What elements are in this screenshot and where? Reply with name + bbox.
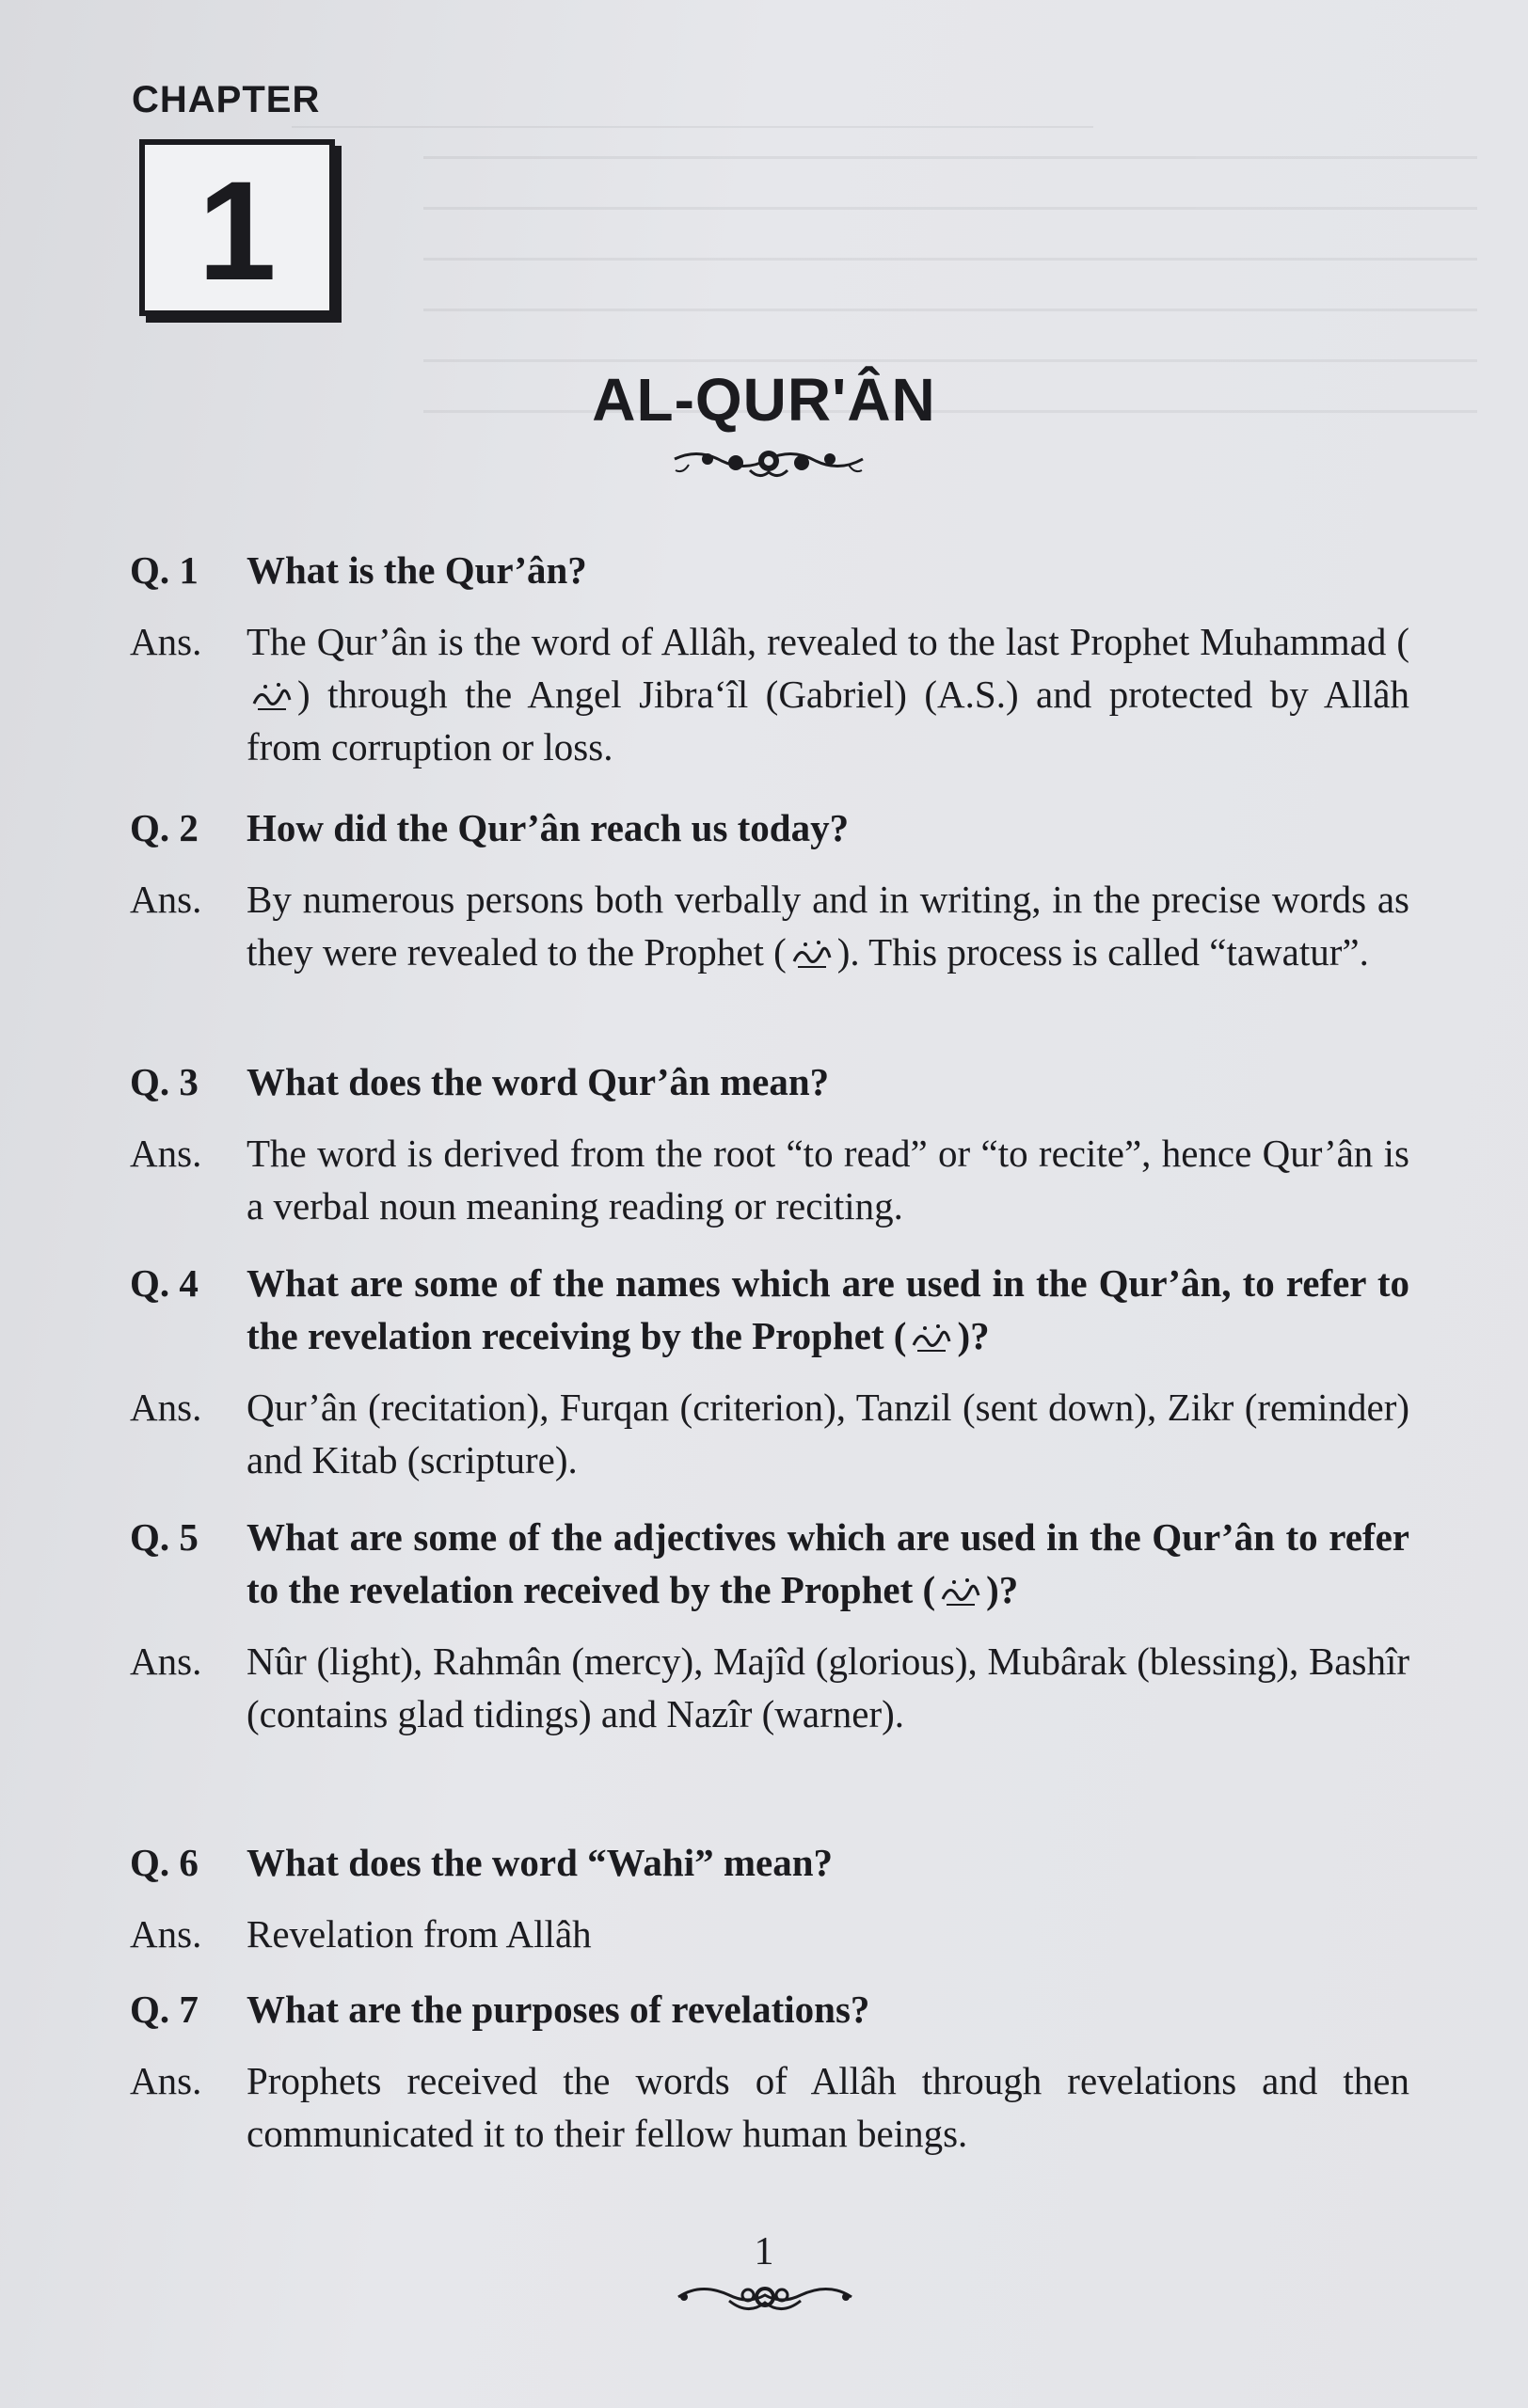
chapter-number-box xyxy=(139,139,335,316)
question-label: Q. 2 xyxy=(130,806,199,849)
answer xyxy=(130,1127,1409,1232)
answer-text: By numerous persons both verbally and in writing, in the precise words as they were revealed to the Prophet ( ). This process is called “tawatur”. xyxy=(247,878,1409,974)
question xyxy=(130,544,1409,596)
question-label: Q. 6 xyxy=(130,1841,199,1884)
question xyxy=(130,1055,1409,1108)
question-label: Q. 4 xyxy=(130,1261,199,1305)
page-number: 1 xyxy=(754,2230,774,2273)
qa-item-6 xyxy=(130,1836,1409,1960)
qa-item-1 xyxy=(130,544,1409,773)
question-text: What are some of the names which are used in the Qur’ân, to refer to the revelation receiving by the Prophet ( )? xyxy=(247,1261,1409,1357)
answer-label: Ans. xyxy=(130,1132,202,1175)
answer xyxy=(130,1635,1409,1740)
answer xyxy=(130,873,1409,978)
question xyxy=(130,1836,1409,1889)
salawat-calligraphy-icon xyxy=(937,1575,984,1608)
answer-label: Ans. xyxy=(130,1640,202,1683)
floral-ornament-icon xyxy=(670,438,867,485)
answer-text: The Qur’ân is the word of Allâh, revealed to the last Prophet Muhammad () through the Angel Jibra‘îl (Gabriel) (A.S.) and protected by Allâh from corruption or loss. xyxy=(247,620,1409,768)
question-text: What are some of the adjectives which are used in the Qur’ân to refer to the revelation received by the Prophet ( )? xyxy=(247,1515,1409,1611)
question-text: What are the purposes of revelations? xyxy=(247,1988,870,2031)
chapter-label: CHAPTER xyxy=(132,79,321,120)
question xyxy=(130,1511,1409,1616)
question-label: Q. 3 xyxy=(130,1060,199,1103)
question-text: What is the Qur’ân? xyxy=(247,548,587,592)
question xyxy=(130,1983,1409,2036)
question xyxy=(130,1257,1409,1362)
qa-item-5 xyxy=(130,1511,1409,1740)
salawat-calligraphy-icon xyxy=(248,679,295,713)
question-text: What does the word Qur’ân mean? xyxy=(247,1060,830,1103)
answer-text: The word is derived from the root “to read” or “to recite”, hence Qur’ân is a verbal noun meaning reading or reciting. xyxy=(247,1132,1409,1228)
question-text: What does the word “Wahi” mean? xyxy=(247,1841,834,1884)
qa-item-3 xyxy=(130,1055,1409,1232)
question-label: Q. 7 xyxy=(130,1988,199,2031)
question xyxy=(130,801,1409,854)
answer-text: Nûr (light), Rahmân (mercy), Majîd (glorious), Mubârak (blessing), Bashîr (contains glad tidings) and Nazîr (warner). xyxy=(247,1640,1409,1735)
chapter-number: 1 xyxy=(198,151,277,309)
answer-text: Qur’ân (recitation), Furqan (criterion), Tanzil (sent down), Zikr (reminder) and Kitab (scripture). xyxy=(247,1386,1409,1481)
qa-item-7 xyxy=(130,1983,1409,2160)
answer xyxy=(130,1381,1409,1486)
question-label: Q. 5 xyxy=(130,1515,199,1559)
answer-label: Ans. xyxy=(130,878,202,921)
answer xyxy=(130,1908,1409,1960)
answer-label: Ans. xyxy=(130,1386,202,1429)
answer xyxy=(130,615,1409,773)
question-label: Q. 1 xyxy=(130,548,199,592)
answer-label: Ans. xyxy=(130,620,202,663)
answer-text: Revelation from Allâh xyxy=(247,1912,592,1956)
qa-item-4 xyxy=(130,1257,1409,1486)
question-text: How did the Qur’ân reach us today? xyxy=(247,806,850,849)
salawat-calligraphy-icon xyxy=(908,1321,955,1354)
footer-ornament-icon xyxy=(673,2274,857,2321)
answer-label: Ans. xyxy=(130,2059,202,2102)
answer xyxy=(130,2054,1409,2160)
salawat-calligraphy-icon xyxy=(788,937,836,971)
answer-label: Ans. xyxy=(130,1912,202,1956)
qa-item-2 xyxy=(130,801,1409,978)
chapter-title: AL-QUR'ÂN xyxy=(592,366,936,434)
answer-text: Prophets received the words of Allâh through revelations and then communicated it to their fellow human beings. xyxy=(247,2059,1409,2155)
